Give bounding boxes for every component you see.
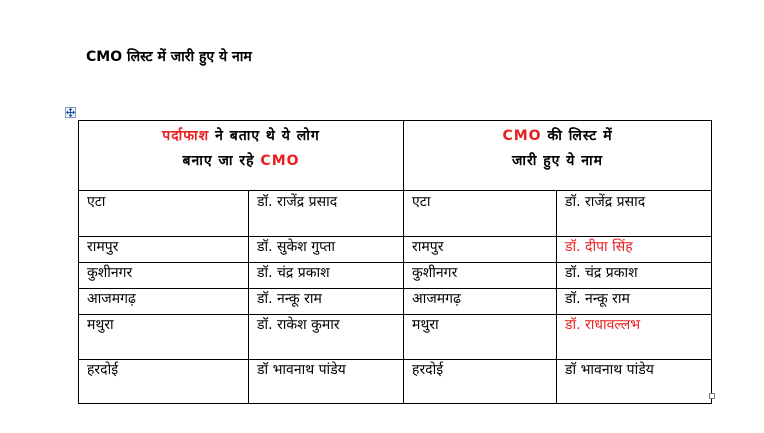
- table-resize-handle[interactable]: [709, 393, 715, 399]
- district-left-cell: एटा: [79, 191, 249, 237]
- district-left-cell: मथुरा: [79, 315, 249, 360]
- name-right-cell: डॉ. चंद्र प्रकाश: [557, 263, 712, 289]
- district-left-cell: रामपुर: [79, 237, 249, 263]
- right-header-cell: [404, 121, 712, 191]
- district-right-cell: आजमगढ़: [404, 289, 557, 315]
- district-right-cell: रामपुर: [404, 237, 557, 263]
- name-left-cell: डॉ. सुकेश गुप्ता: [249, 237, 404, 263]
- district-right-cell: कुशीनगर: [404, 263, 557, 289]
- left-header-line2: [87, 149, 395, 174]
- left-header-line1-rest: ने बताए थे ये लोग: [209, 128, 320, 144]
- district-right-cell: हरदोई: [404, 360, 557, 404]
- name-right-cell-changed: डॉ. दीपा सिंह: [557, 237, 712, 263]
- name-right-cell: डॉ. नन्कू राम: [557, 289, 712, 315]
- district-right-cell: मथुरा: [404, 315, 557, 360]
- district-left-cell: कुशीनगर: [79, 263, 249, 289]
- name-right-cell: डॉ. राजेंद्र प्रसाद: [557, 191, 712, 237]
- name-left-cell: डॉ. राकेश कुमार: [249, 315, 404, 360]
- name-right-cell-changed: डॉ. राधावल्लभ: [557, 315, 712, 360]
- name-left-cell: डॉ भावनाथ पांडेय: [249, 360, 404, 404]
- page-heading: CMO लिस्ट में जारी हुए ये नाम: [86, 49, 252, 65]
- name-left-cell: डॉ. नन्कू राम: [249, 289, 404, 315]
- name-left-cell: डॉ. राजेंद्र प्रसाद: [249, 191, 404, 237]
- table-row: [79, 315, 712, 360]
- district-right-cell: एटा: [404, 191, 557, 237]
- left-header-line2-red: CMO: [260, 153, 300, 169]
- name-right-cell: डॉ भावनाथ पांडेय: [557, 360, 712, 404]
- table-row: [79, 263, 712, 289]
- district-left-cell: हरदोई: [79, 360, 249, 404]
- table-header-row: [79, 121, 712, 191]
- right-header-line1: [412, 124, 703, 149]
- table-row: [79, 191, 712, 237]
- right-header-line2: जारी हुए ये नाम: [511, 153, 604, 169]
- table-row: [79, 289, 712, 315]
- left-header-line1: [87, 124, 395, 149]
- name-left-cell: डॉ. चंद्र प्रकाश: [249, 263, 404, 289]
- table-row: [79, 237, 712, 263]
- left-header-line2-prefix: बनाए जा रहे: [182, 153, 261, 169]
- left-header-red-word: पर्दाफाश: [162, 128, 210, 144]
- right-header-red-word: CMO: [502, 128, 542, 144]
- district-left-cell: आजमगढ़: [79, 289, 249, 315]
- cmo-comparison-table: [78, 120, 712, 404]
- table-row: [79, 360, 712, 404]
- right-header-line1-rest: की लिस्ट में: [541, 128, 613, 144]
- table-move-handle-icon[interactable]: [65, 107, 76, 118]
- left-header-cell: [79, 121, 404, 191]
